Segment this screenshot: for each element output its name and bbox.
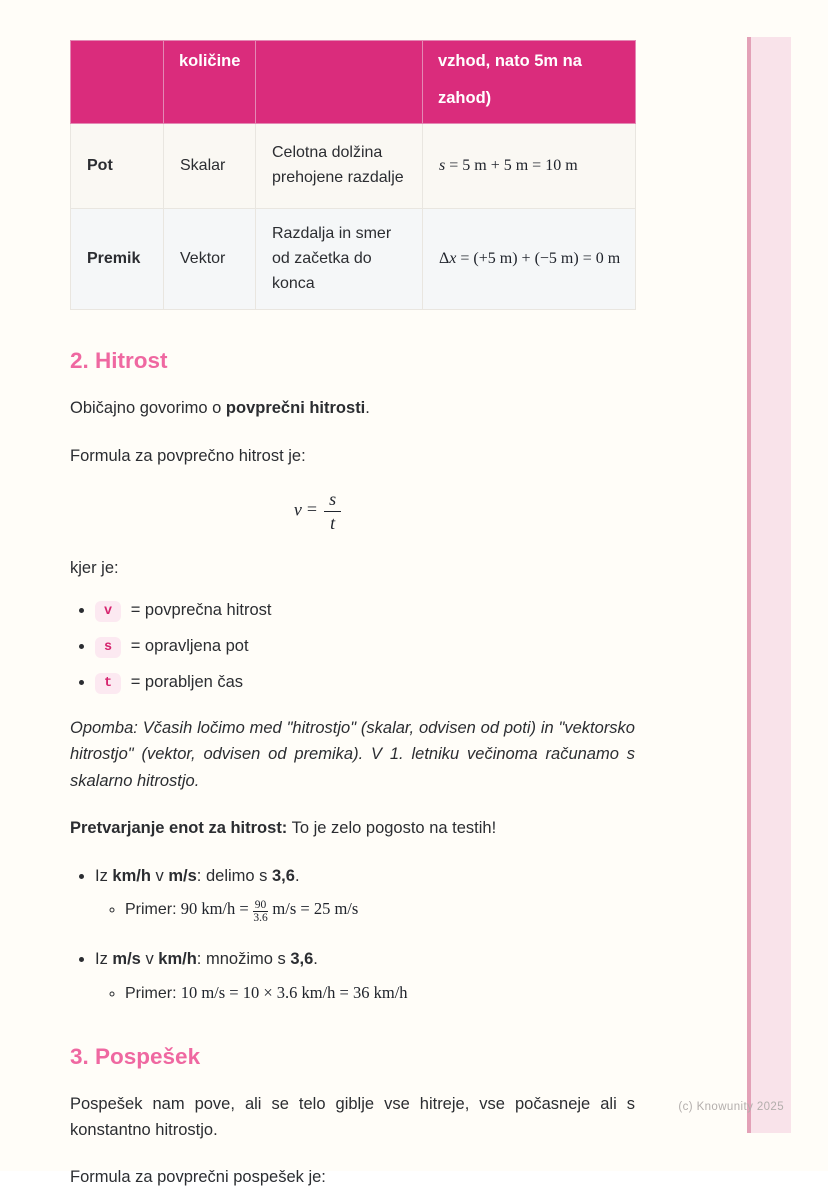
right-pink-ribbon — [747, 37, 791, 1133]
section-heading-pospesek: 3. Pospešek — [70, 1043, 201, 1069]
list-item-v: • v = povprečna hitrost — [95, 601, 635, 622]
row-label: Premik — [71, 209, 164, 310]
paragraph-pospesek-formula-lead: Formula za povprečni pospešek je: — [70, 1168, 326, 1187]
code-badge-t: t — [95, 673, 121, 694]
copyright-watermark: (c) Knowunity 2025 — [678, 1101, 784, 1113]
definitions-list — [70, 601, 635, 694]
list-item-ms-to-kmh: • Iz m/s v km/h: množimo s 3,6. ◦ Primer: 10 m/s = 10 × 3.6 km/h = 36 km/h — [95, 947, 635, 1006]
code-badge-s: s — [95, 637, 121, 658]
fraction-s-over-t: $\frac{s}{t}$ — [324, 489, 341, 533]
fraction-90-over-3-6: $\frac{90}{3.6}$ — [253, 898, 268, 925]
row-type: Skalar — [164, 124, 256, 209]
row-definition: Razdalja in smer od začetka do konca — [256, 209, 423, 310]
header-cell-definition — [256, 41, 423, 124]
example-sublist — [95, 897, 635, 925]
row-definition: Celotna dolžina prehojene razdalje — [256, 124, 423, 209]
table-row-premik — [71, 209, 636, 310]
example-sublist — [95, 981, 635, 1006]
conversion-list — [70, 864, 635, 1006]
table-row-pot — [71, 124, 636, 209]
paragraph-where: kjer je: — [70, 558, 119, 577]
paragraph-pospesek-intro: Pospešek nam pove, ali se telo giblje vse hitreje, vse počasneje ali s konstantno hitrostjo. — [70, 1094, 635, 1140]
table-header-row — [71, 41, 636, 124]
row-label: Pot — [71, 124, 164, 209]
section-heading-hitrost: 2. Hitrost — [70, 348, 168, 374]
list-item-kmh-to-ms: • Iz km/h v m/s: delimo s 3,6. ◦ Primer: 90 km/h = $\frac{90}{3.6}$ m/s = 25 m/s — [95, 864, 635, 925]
velocity-formula: v = $\frac{s}{t}$ — [70, 489, 565, 533]
example-item: ◦ Primer: 10 m/s = 10 × 3.6 km/h = 36 km/h — [125, 981, 635, 1006]
header-cell-quantity-type: količine — [164, 41, 256, 124]
example-item: ◦ Primer: 90 km/h = $\frac{90}{3.6}$ m/s = 25 m/s — [125, 897, 635, 925]
paragraph-conversion-title: Pretvarjanje enot za hitrost: To je zelo pogosto na testih! — [70, 819, 497, 838]
list-item-s: • s = opravljena pot — [95, 637, 635, 658]
header-cell-example: vzhod, nato 5m na zahod) — [423, 41, 636, 124]
row-type: Vektor — [164, 209, 256, 310]
row-formula: Δx = (+5 m) + (−5 m) = 0 m — [423, 209, 636, 310]
paragraph-note: Opomba: Včasih ločimo med "hitrostjo" (skalar, odvisen od poti) in "vektorsko hitrostjo" (vektor, odvisen od premika). V 1. letniku večinoma računamo s skalarno hitrostjo. — [70, 718, 635, 790]
row-formula: s = 5 m + 5 m = 10 m — [423, 124, 636, 209]
paragraph-intro: Običajno govorimo o povprečni hitrosti. — [70, 399, 370, 418]
page-content — [70, 0, 635, 1191]
code-badge-v: v — [95, 601, 121, 622]
list-item-t: • t = porabljen čas — [95, 673, 635, 694]
header-cell-property — [71, 41, 164, 124]
paragraph-formula-lead: Formula za povprečno hitrost je: — [70, 446, 306, 465]
pot-premik-comparison-table — [70, 40, 636, 310]
